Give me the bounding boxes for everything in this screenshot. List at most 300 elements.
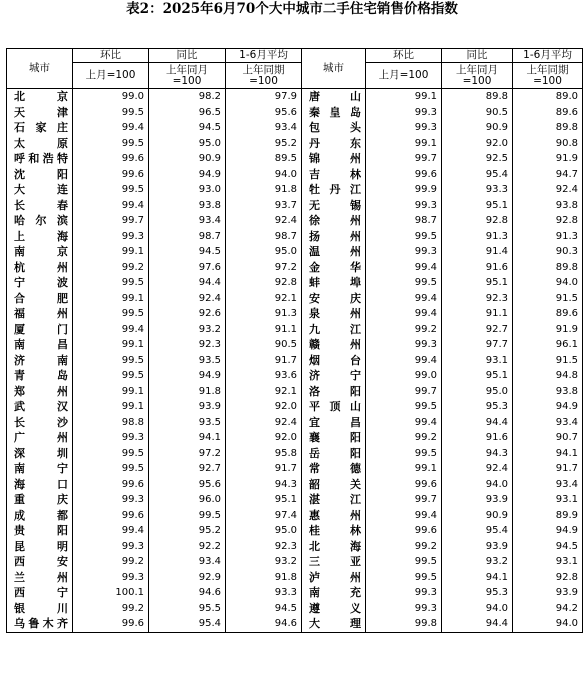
yoy-value-right: 90.9	[442, 120, 513, 136]
yoy-value-left: 93.4	[149, 554, 226, 570]
avg-value-left: 95.2	[226, 136, 302, 152]
avg-value-left: 97.4	[226, 508, 302, 524]
mom-value-left: 99.2	[73, 554, 149, 570]
yoy-value-right: 92.0	[442, 136, 513, 152]
mom-value-right: 99.2	[366, 322, 442, 338]
yoy-value-left: 94.5	[149, 244, 226, 260]
yoy-value-right: 95.4	[442, 167, 513, 183]
yoy-value-left: 93.5	[149, 415, 226, 431]
avg-value-right: 94.9	[513, 523, 583, 539]
avg-value-left: 90.5	[226, 337, 302, 353]
yoy-value-left: 97.6	[149, 260, 226, 276]
avg-value-right: 94.7	[513, 167, 583, 183]
yoy-value-right: 95.1	[442, 275, 513, 291]
mom-value-right: 99.7	[366, 384, 442, 400]
avg-value-right: 94.1	[513, 446, 583, 462]
table-header	[7, 49, 583, 89]
avg-value-right: 92.4	[513, 182, 583, 198]
avg-value-left: 95.8	[226, 446, 302, 462]
city-name-left: 福州	[7, 306, 73, 322]
yoy-value-left: 97.2	[149, 446, 226, 462]
avg-value-right: 89.6	[513, 306, 583, 322]
mom-value-left: 98.8	[73, 415, 149, 431]
city-name-right: 平顶山	[302, 399, 366, 415]
mom-value-right: 99.3	[366, 244, 442, 260]
yoy-value-left: 94.6	[149, 585, 226, 601]
city-name-right: 济宁	[302, 368, 366, 384]
table-row	[7, 616, 583, 632]
city-name-right: 泉州	[302, 306, 366, 322]
mom-value-left: 99.5	[73, 461, 149, 477]
avg-value-left: 93.6	[226, 368, 302, 384]
mom-value-right: 99.5	[366, 399, 442, 415]
avg-value-left: 91.8	[226, 570, 302, 586]
mom-value-right: 99.4	[366, 353, 442, 369]
mom-value-left: 99.3	[73, 430, 149, 446]
yoy-value-right: 95.1	[442, 368, 513, 384]
yoy-value-left: 96.5	[149, 105, 226, 121]
table-body	[7, 89, 583, 633]
yoy-value-right: 94.0	[442, 477, 513, 493]
header-yoy-base-line1: 上年同月	[456, 63, 498, 76]
mom-value-left: 99.3	[73, 229, 149, 245]
header-city-right: 城市	[302, 49, 366, 89]
mom-value-left: 99.5	[73, 446, 149, 462]
header-mom-right: 环比	[366, 49, 442, 63]
table-row	[7, 415, 583, 431]
mom-value-left: 99.5	[73, 105, 149, 121]
yoy-value-right: 95.4	[442, 523, 513, 539]
city-name-right: 宜昌	[302, 415, 366, 431]
table-row	[7, 198, 583, 214]
yoy-value-right: 90.9	[442, 508, 513, 524]
table-row	[7, 430, 583, 446]
header-yoy-base-right	[442, 63, 513, 89]
table-row	[7, 508, 583, 524]
mom-value-left: 99.4	[73, 322, 149, 338]
mom-value-left: 99.1	[73, 244, 149, 260]
city-name-left: 南宁	[7, 461, 73, 477]
yoy-value-right: 91.3	[442, 229, 513, 245]
city-name-right: 唐山	[302, 89, 366, 105]
header-yoy-base-left	[149, 63, 226, 89]
header-city-left: 城市	[7, 49, 73, 89]
table-row	[7, 446, 583, 462]
yoy-value-right: 93.3	[442, 182, 513, 198]
city-name-left: 南京	[7, 244, 73, 260]
yoy-value-left: 93.9	[149, 399, 226, 415]
city-name-left: 乌鲁木齐	[7, 616, 73, 632]
avg-value-right: 93.8	[513, 198, 583, 214]
avg-value-right: 91.9	[513, 151, 583, 167]
city-name-left: 北京	[7, 89, 73, 105]
yoy-value-right: 90.5	[442, 105, 513, 121]
mom-value-left: 99.1	[73, 291, 149, 307]
table-row	[7, 229, 583, 245]
city-name-right: 常德	[302, 461, 366, 477]
yoy-value-left: 94.9	[149, 368, 226, 384]
yoy-value-right: 93.9	[442, 492, 513, 508]
header-avg-base-left	[226, 63, 302, 89]
avg-value-left: 92.1	[226, 291, 302, 307]
mom-value-left: 99.3	[73, 570, 149, 586]
city-name-right: 桂林	[302, 523, 366, 539]
yoy-value-left: 95.6	[149, 477, 226, 493]
avg-value-right: 90.8	[513, 136, 583, 152]
city-name-right: 吉林	[302, 167, 366, 183]
city-name-left: 青岛	[7, 368, 73, 384]
header-yoy-base-line2: =100	[462, 74, 492, 87]
table-row	[7, 151, 583, 167]
city-name-left: 太原	[7, 136, 73, 152]
avg-value-right: 93.1	[513, 554, 583, 570]
yoy-value-right: 91.6	[442, 260, 513, 276]
avg-value-left: 92.0	[226, 430, 302, 446]
yoy-value-left: 94.5	[149, 120, 226, 136]
mom-value-left: 99.5	[73, 136, 149, 152]
table-row	[7, 554, 583, 570]
mom-value-left: 99.6	[73, 151, 149, 167]
header-avg-base-right	[513, 63, 583, 89]
city-name-right: 包头	[302, 120, 366, 136]
header-row-1	[7, 49, 583, 63]
mom-value-right: 99.6	[366, 523, 442, 539]
city-name-left: 杭州	[7, 260, 73, 276]
mom-value-right: 99.0	[366, 368, 442, 384]
avg-value-left: 95.0	[226, 523, 302, 539]
avg-value-left: 93.7	[226, 198, 302, 214]
city-name-left: 长沙	[7, 415, 73, 431]
mom-value-right: 99.3	[366, 585, 442, 601]
yoy-value-left: 98.2	[149, 89, 226, 105]
table-row	[7, 601, 583, 617]
city-name-left: 呼和浩特	[7, 151, 73, 167]
mom-value-left: 99.4	[73, 120, 149, 136]
mom-value-left: 99.2	[73, 601, 149, 617]
avg-value-right: 91.7	[513, 461, 583, 477]
yoy-value-right: 91.1	[442, 306, 513, 322]
mom-value-left: 99.6	[73, 616, 149, 632]
city-name-right: 洛阳	[302, 384, 366, 400]
yoy-value-left: 92.4	[149, 291, 226, 307]
yoy-value-right: 95.3	[442, 585, 513, 601]
header-mom-base-right: 上月=100	[366, 63, 442, 89]
table-row	[7, 570, 583, 586]
city-name-right: 安庆	[302, 291, 366, 307]
avg-value-right: 89.6	[513, 105, 583, 121]
table-row	[7, 585, 583, 601]
header-yoy-base-line2: =100	[172, 74, 202, 87]
yoy-value-left: 95.5	[149, 601, 226, 617]
city-name-left: 大连	[7, 182, 73, 198]
avg-value-left: 93.3	[226, 585, 302, 601]
city-name-left: 深圳	[7, 446, 73, 462]
city-name-left: 贵阳	[7, 523, 73, 539]
table-row	[7, 167, 583, 183]
mom-value-right: 99.5	[366, 570, 442, 586]
yoy-value-left: 92.3	[149, 337, 226, 353]
mom-value-right: 99.3	[366, 120, 442, 136]
avg-value-left: 94.6	[226, 616, 302, 632]
table-row	[7, 384, 583, 400]
table-row	[7, 461, 583, 477]
mom-value-right: 99.4	[366, 508, 442, 524]
city-name-right: 襄阳	[302, 430, 366, 446]
yoy-value-left: 94.4	[149, 275, 226, 291]
city-name-left: 广州	[7, 430, 73, 446]
mom-value-right: 99.7	[366, 492, 442, 508]
mom-value-left: 99.0	[73, 89, 149, 105]
yoy-value-left: 98.7	[149, 229, 226, 245]
mom-value-right: 99.9	[366, 182, 442, 198]
city-name-right: 惠州	[302, 508, 366, 524]
city-name-left: 海口	[7, 477, 73, 493]
avg-value-left: 91.8	[226, 182, 302, 198]
yoy-value-right: 97.7	[442, 337, 513, 353]
table-row	[7, 275, 583, 291]
avg-value-left: 92.1	[226, 384, 302, 400]
table-row	[7, 306, 583, 322]
table-row	[7, 260, 583, 276]
city-name-left: 石家庄	[7, 120, 73, 136]
mom-value-left: 99.6	[73, 167, 149, 183]
mom-value-left: 99.3	[73, 539, 149, 555]
price-index-table	[6, 48, 583, 633]
mom-value-right: 99.1	[366, 136, 442, 152]
avg-value-right: 91.3	[513, 229, 583, 245]
avg-value-left: 89.5	[226, 151, 302, 167]
yoy-value-left: 90.9	[149, 151, 226, 167]
header-yoy-left: 同比	[149, 49, 226, 63]
yoy-value-right: 92.4	[442, 461, 513, 477]
yoy-value-left: 94.9	[149, 167, 226, 183]
yoy-value-right: 92.7	[442, 322, 513, 338]
header-avg-left: 1-6月平均	[226, 49, 302, 63]
mom-value-right: 99.5	[366, 554, 442, 570]
city-name-right: 秦皇岛	[302, 105, 366, 121]
mom-value-right: 99.3	[366, 601, 442, 617]
avg-value-left: 95.1	[226, 492, 302, 508]
table-row	[7, 477, 583, 493]
header-avg-base-line1: 上年同期	[242, 63, 285, 76]
city-name-left: 重庆	[7, 492, 73, 508]
yoy-value-left: 92.6	[149, 306, 226, 322]
avg-value-right: 89.0	[513, 89, 583, 105]
table-row	[7, 322, 583, 338]
yoy-value-left: 92.2	[149, 539, 226, 555]
avg-value-left: 94.0	[226, 167, 302, 183]
yoy-value-right: 94.3	[442, 446, 513, 462]
city-name-right: 蚌埠	[302, 275, 366, 291]
city-name-left: 哈尔滨	[7, 213, 73, 229]
mom-value-left: 99.3	[73, 492, 149, 508]
avg-value-right: 93.8	[513, 384, 583, 400]
yoy-value-left: 92.7	[149, 461, 226, 477]
avg-value-left: 92.8	[226, 275, 302, 291]
city-name-left: 南昌	[7, 337, 73, 353]
table-row	[7, 337, 583, 353]
avg-value-left: 92.3	[226, 539, 302, 555]
avg-value-right: 89.8	[513, 260, 583, 276]
avg-value-right: 91.5	[513, 291, 583, 307]
yoy-value-left: 93.0	[149, 182, 226, 198]
avg-value-right: 93.4	[513, 415, 583, 431]
city-name-right: 牡丹江	[302, 182, 366, 198]
avg-value-left: 91.3	[226, 306, 302, 322]
city-name-right: 徐州	[302, 213, 366, 229]
mom-value-left: 99.7	[73, 213, 149, 229]
header-row-2	[7, 63, 583, 89]
yoy-value-right: 93.1	[442, 353, 513, 369]
mom-value-left: 99.5	[73, 368, 149, 384]
mom-value-left: 99.5	[73, 275, 149, 291]
mom-value-left: 99.4	[73, 198, 149, 214]
avg-value-left: 94.5	[226, 601, 302, 617]
avg-value-left: 98.7	[226, 229, 302, 245]
table-row	[7, 523, 583, 539]
avg-value-left: 92.4	[226, 415, 302, 431]
yoy-value-left: 95.4	[149, 616, 226, 632]
yoy-value-left: 95.0	[149, 136, 226, 152]
avg-value-right: 94.8	[513, 368, 583, 384]
yoy-value-left: 91.8	[149, 384, 226, 400]
table-row	[7, 291, 583, 307]
city-name-right: 韶关	[302, 477, 366, 493]
mom-value-right: 99.6	[366, 477, 442, 493]
mom-value-right: 99.3	[366, 337, 442, 353]
city-name-left: 长春	[7, 198, 73, 214]
city-name-right: 九江	[302, 322, 366, 338]
yoy-value-right: 94.1	[442, 570, 513, 586]
city-name-right: 无锡	[302, 198, 366, 214]
city-name-right: 南充	[302, 585, 366, 601]
mom-value-right: 99.1	[366, 461, 442, 477]
table-row	[7, 89, 583, 105]
mom-value-left: 99.2	[73, 260, 149, 276]
header-yoy-right: 同比	[442, 49, 513, 63]
yoy-value-left: 96.0	[149, 492, 226, 508]
mom-value-right: 99.2	[366, 430, 442, 446]
avg-value-right: 92.8	[513, 570, 583, 586]
city-name-left: 上海	[7, 229, 73, 245]
city-name-right: 丹东	[302, 136, 366, 152]
mom-value-right: 99.8	[366, 616, 442, 632]
city-name-left: 厦门	[7, 322, 73, 338]
city-name-left: 兰州	[7, 570, 73, 586]
yoy-value-right: 92.8	[442, 213, 513, 229]
avg-value-right: 94.5	[513, 539, 583, 555]
yoy-value-left: 93.5	[149, 353, 226, 369]
avg-value-right: 94.2	[513, 601, 583, 617]
city-name-right: 赣州	[302, 337, 366, 353]
city-name-left: 西安	[7, 554, 73, 570]
avg-value-right: 96.1	[513, 337, 583, 353]
yoy-value-right: 95.1	[442, 198, 513, 214]
city-name-right: 锦州	[302, 151, 366, 167]
table-title: 表2：2025年6月70个大中城市二手住宅销售价格指数	[126, 1, 458, 17]
avg-value-left: 92.4	[226, 213, 302, 229]
city-name-left: 昆明	[7, 539, 73, 555]
city-name-left: 济南	[7, 353, 73, 369]
avg-value-right: 91.9	[513, 322, 583, 338]
avg-value-left: 92.0	[226, 399, 302, 415]
yoy-value-right: 89.8	[442, 89, 513, 105]
city-name-right: 岳阳	[302, 446, 366, 462]
avg-value-right: 89.8	[513, 120, 583, 136]
city-name-right: 温州	[302, 244, 366, 260]
yoy-value-left: 94.1	[149, 430, 226, 446]
yoy-value-left: 99.5	[149, 508, 226, 524]
header-avg-base-line1: 上年同期	[526, 63, 569, 76]
mom-value-left: 99.1	[73, 399, 149, 415]
mom-value-right: 99.4	[366, 415, 442, 431]
city-name-left: 合肥	[7, 291, 73, 307]
avg-value-left: 91.1	[226, 322, 302, 338]
table-row	[7, 539, 583, 555]
avg-value-right: 93.9	[513, 585, 583, 601]
mom-value-right: 98.7	[366, 213, 442, 229]
avg-value-right: 94.0	[513, 616, 583, 632]
avg-value-right: 93.4	[513, 477, 583, 493]
avg-value-left: 97.9	[226, 89, 302, 105]
mom-value-left: 99.1	[73, 337, 149, 353]
city-name-left: 成都	[7, 508, 73, 524]
mom-value-right: 99.2	[366, 539, 442, 555]
mom-value-left: 99.5	[73, 353, 149, 369]
avg-value-right: 92.8	[513, 213, 583, 229]
table-row	[7, 353, 583, 369]
yoy-value-right: 93.2	[442, 554, 513, 570]
yoy-value-right: 94.4	[442, 415, 513, 431]
yoy-value-left: 93.2	[149, 322, 226, 338]
avg-value-right: 89.9	[513, 508, 583, 524]
header-mom-base-left: 上月=100	[73, 63, 149, 89]
avg-value-right: 90.3	[513, 244, 583, 260]
yoy-value-left: 93.8	[149, 198, 226, 214]
table-row	[7, 136, 583, 152]
avg-value-left: 93.4	[226, 120, 302, 136]
city-name-right: 烟台	[302, 353, 366, 369]
avg-value-right: 90.7	[513, 430, 583, 446]
city-name-left: 沈阳	[7, 167, 73, 183]
avg-value-left: 97.2	[226, 260, 302, 276]
mom-value-right: 99.4	[366, 306, 442, 322]
city-name-right: 北海	[302, 539, 366, 555]
mom-value-right: 99.3	[366, 105, 442, 121]
city-name-left: 宁波	[7, 275, 73, 291]
city-name-right: 三亚	[302, 554, 366, 570]
mom-value-right: 99.5	[366, 229, 442, 245]
avg-value-right: 93.1	[513, 492, 583, 508]
avg-value-left: 95.0	[226, 244, 302, 260]
yoy-value-right: 92.3	[442, 291, 513, 307]
table-row	[7, 492, 583, 508]
city-name-right: 湛江	[302, 492, 366, 508]
city-name-right: 扬州	[302, 229, 366, 245]
mom-value-left: 99.5	[73, 182, 149, 198]
mom-value-right: 99.5	[366, 446, 442, 462]
avg-value-right: 94.9	[513, 399, 583, 415]
yoy-value-right: 94.4	[442, 616, 513, 632]
header-mom-left: 环比	[73, 49, 149, 63]
header-avg-right: 1-6月平均	[513, 49, 583, 63]
yoy-value-right: 95.0	[442, 384, 513, 400]
mom-value-right: 99.3	[366, 198, 442, 214]
table-row	[7, 399, 583, 415]
avg-value-left: 94.3	[226, 477, 302, 493]
yoy-value-left: 93.4	[149, 213, 226, 229]
mom-value-left: 99.4	[73, 523, 149, 539]
